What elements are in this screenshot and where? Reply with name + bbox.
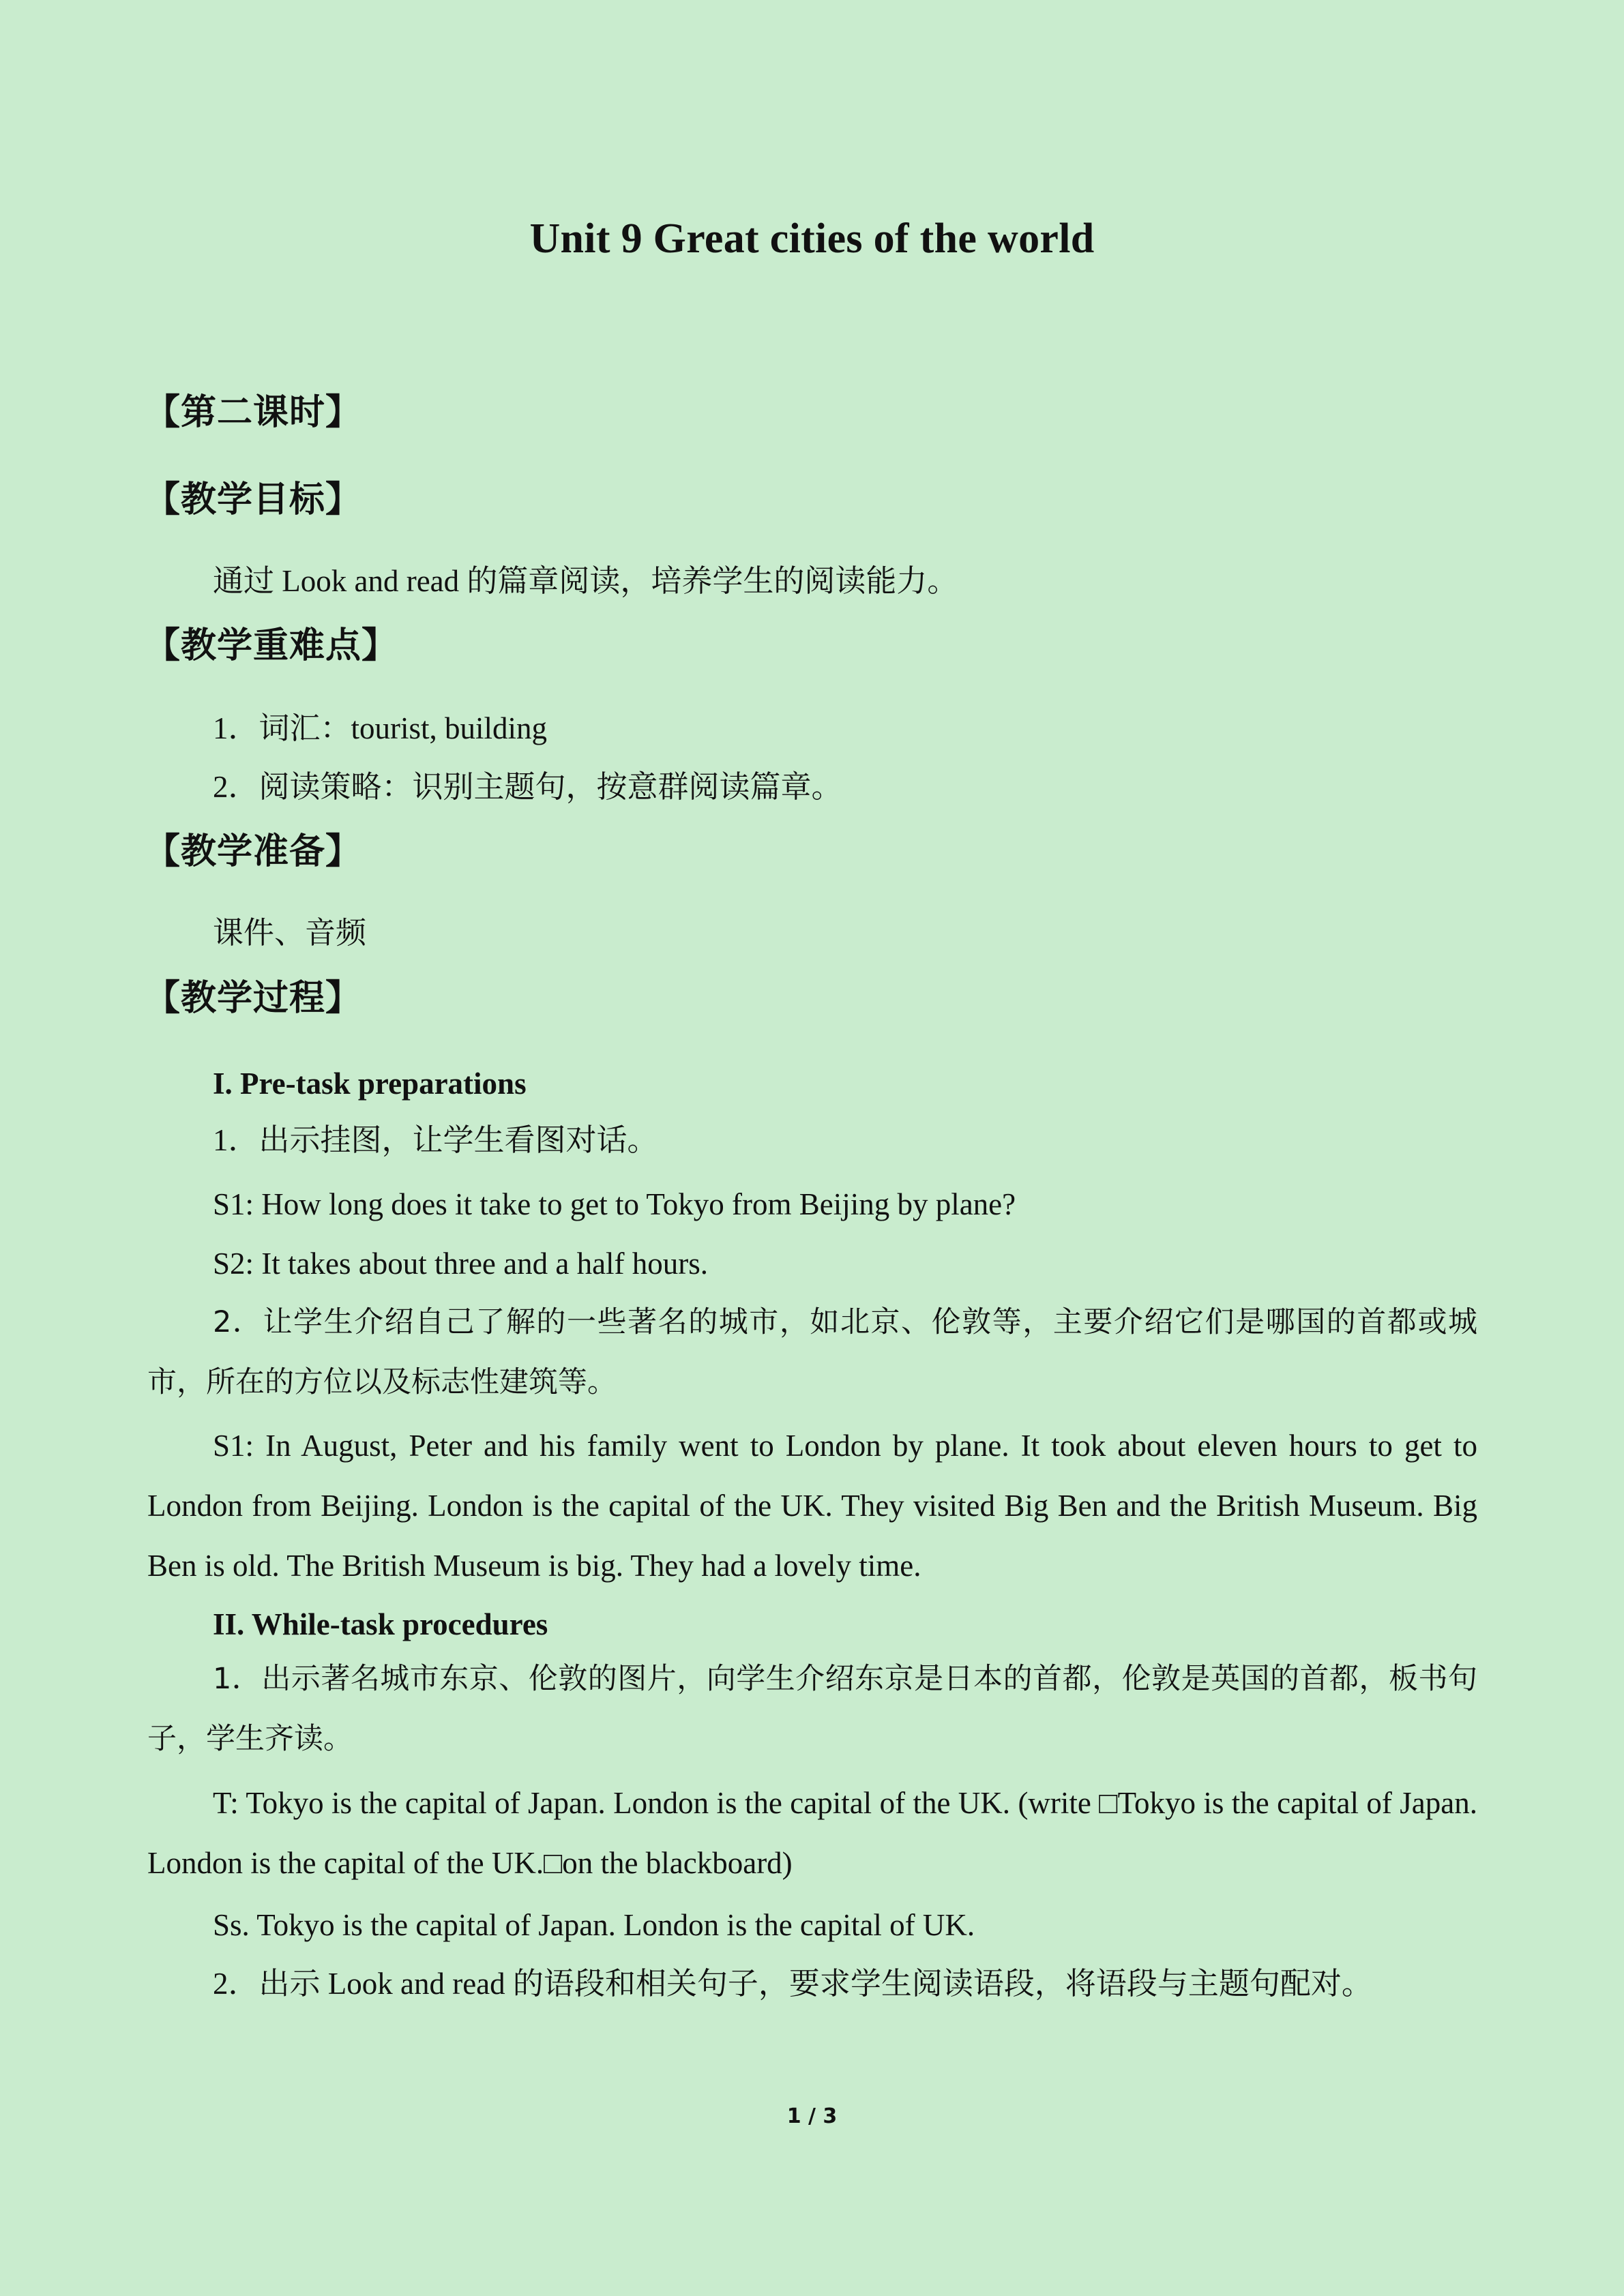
pre-task-step-2: 2．让学生介绍自己了解的一些著名的城市，如北京、伦敦等，主要介绍它们是哪国的首都或城市，所在的方位以及标志性建筑等。 <box>147 1305 1477 1399</box>
section-heading-process: 【教学过程】 <box>145 978 362 1019</box>
page-number: 1 / 3 <box>786 2104 838 2128</box>
preparation-text: 课件、音频 <box>213 916 367 950</box>
while-task-heading: II. While-task procedures <box>213 1607 548 1641</box>
document-title: Unit 9 Great cities of the world <box>529 215 1095 262</box>
while-task-step-1: 1．出示著名城市东京、伦敦的图片，向学生介绍东京是日本的首都，伦敦是英国的首都，板书句子，学生齐读。 <box>147 1662 1477 1756</box>
section-heading-objectives: 【教学目标】 <box>145 479 362 520</box>
section-heading-preparation: 【教学准备】 <box>145 831 362 872</box>
dialog-paragraph-s1: S1: In August, Peter and his family went to London by plane. It took about eleven hours to get to London from Beijing. London is the capital of the UK. They visited Big Ben and the British Museum. Big Ben is old. The British Museum is big. They had a lovely time. <box>147 1429 1477 1583</box>
pre-task-step-1: 1．出示挂图，让学生看图对话。 <box>213 1123 658 1157</box>
key-point-item-1: 1．词汇：tourist, building <box>213 711 548 745</box>
dialog-line-s1: S1: How long does it take to get to Tokyo from Beijing by plane? <box>213 1187 1016 1221</box>
objective-text: 通过 Look and read 的篇章阅读，培养学生的阅读能力。 <box>213 564 958 598</box>
dialog-line-s2: S2: It takes about three and a half hours. <box>213 1247 709 1281</box>
key-point-item-2: 2．阅读策略：识别主题句，按意群阅读篇章。 <box>213 770 842 804</box>
teacher-line: T: Tokyo is the capital of Japan. London is the capital of the UK. (write □Tokyo is the capital of Japan. London is the capital of the UK.□on the blackboard) <box>147 1786 1477 1880</box>
pre-task-heading: I. Pre-task preparations <box>213 1067 527 1101</box>
while-task-step-2: 2．出示 Look and read 的语段和相关句子，要求学生阅读语段，将语段与主题句配对。 <box>213 1967 1372 2001</box>
section-heading-key-points: 【教学重难点】 <box>145 625 398 666</box>
section-heading-lesson: 【第二课时】 <box>145 392 362 433</box>
students-line: Ss. Tokyo is the capital of Japan. London is the capital of UK. <box>213 1908 975 1942</box>
